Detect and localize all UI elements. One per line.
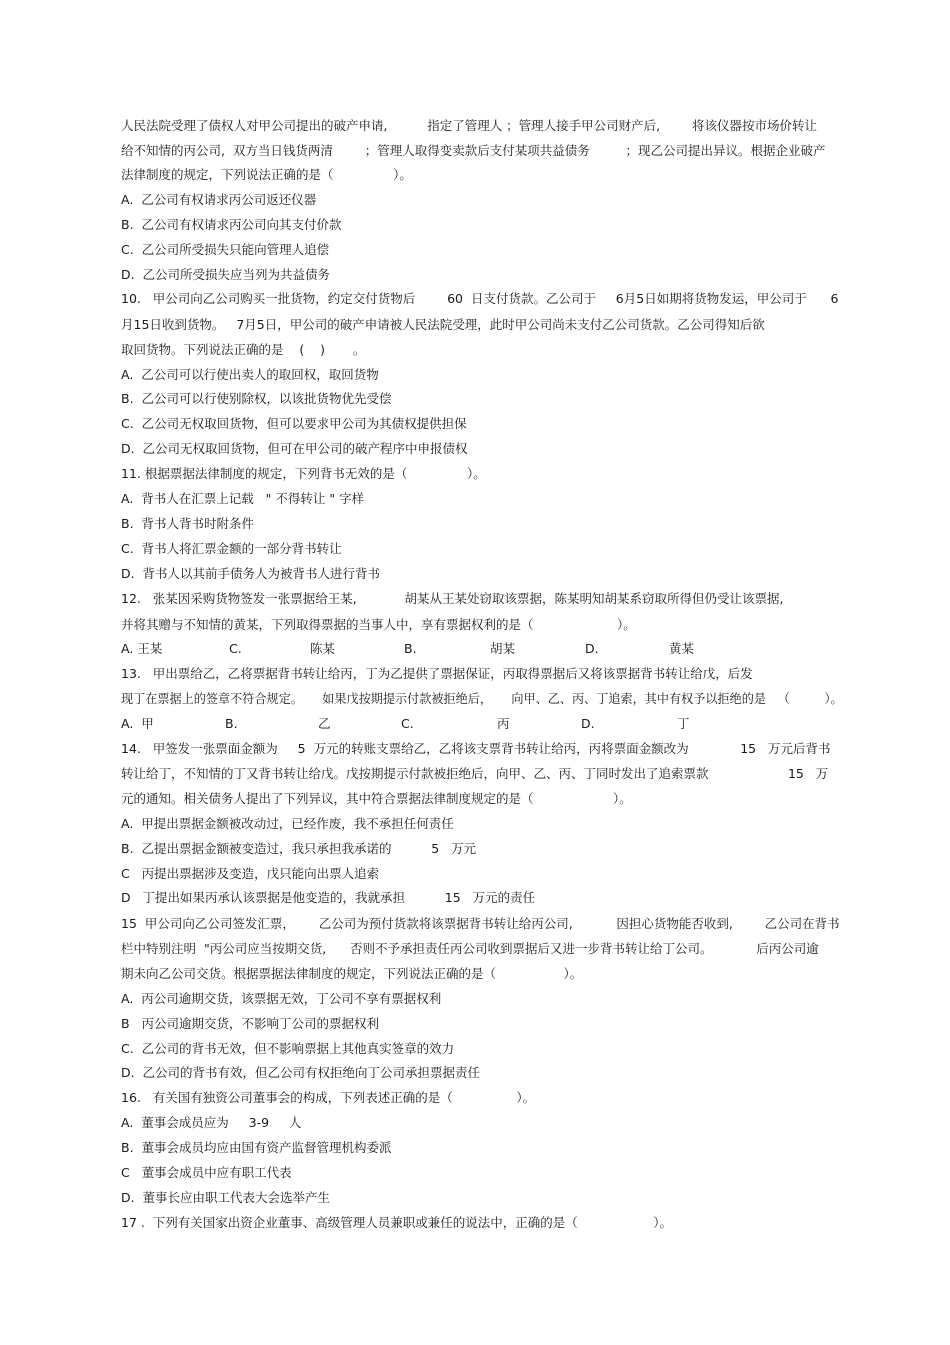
text-line: A. 乙公司有权请求丙公司返还仪器 xyxy=(121,192,317,207)
option-label: 丁 xyxy=(677,716,690,731)
text-line: D. 背书人以其前手债务人为被背书人进行背书 xyxy=(121,566,381,581)
text-line: 17 . 下列有关国家出资企业董事、高级管理人员兼职或兼任的说法中，正确的是（ ）。 xyxy=(121,1215,673,1230)
text-line: B 丙公司逾期交货，不影响丁公司的票据权利 xyxy=(121,1016,379,1031)
text-line: D. 乙公司无权取回货物，但可在甲公司的破产程序中申报债权 xyxy=(121,441,468,456)
text-line: D. 乙公司所受损失应当列为共益债务 xyxy=(121,267,331,282)
text-line: 11. 根据票据法律制度的规定，下列背书无效的是（ ）。 xyxy=(121,466,486,481)
option-label: 陈某 xyxy=(310,641,336,656)
text-line: 给不知情的丙公司, 双方当日钱货两清 ；管理人取得变卖款后支付某项共益债务 ；现乙公司提出异议。根据企业破产 xyxy=(121,143,826,158)
text-line: C 董事会成员中应有职工代表 xyxy=(121,1165,292,1180)
text-line: D. 董事长应由职工代表大会选举产生 xyxy=(121,1190,331,1205)
text-line: 并将其赠与不知情的黄某，下列取得票据的当事人中，享有票据权利的是（ ）。 xyxy=(121,617,636,632)
text-line: A. 丙公司逾期交货，该票据无效，丁公司不享有票据权利 xyxy=(121,991,442,1006)
text-line: C. 乙公司的背书无效，但不影响票据上其他真实签章的效力 xyxy=(121,1041,455,1056)
text-line: C 丙提出票据涉及变造，戊只能向出票人追索 xyxy=(121,866,380,881)
option-label: 乙 xyxy=(318,716,331,731)
text-line: C. 乙公司无权取回货物，但可以要求甲公司为其债权提供担保 xyxy=(121,416,467,431)
text-line: A. 背书人在汇票上记载 " 不得转让 " 字样 xyxy=(121,491,365,506)
option-label: A. 王某 xyxy=(121,641,163,656)
text-line: C. 背书人将汇票金额的一部分背书转让 xyxy=(121,541,342,556)
option-label: B. xyxy=(404,641,417,656)
text-line: 栏中特别注明 "丙公司应当按期交货, 否则不予承担责任丙公司收到票据后又进一步背书转让给丁公司。 后丙公司逾 xyxy=(121,941,819,956)
option-label: D. xyxy=(585,641,599,656)
text-line: 14. 甲签发一张票面金额为 5 万元的转账支票给乙，乙将该支票背书转让给丙，丙将票面金额改为 15 万元后背书 xyxy=(121,741,831,756)
text-line: B. 背书人背书时附条件 xyxy=(121,516,254,531)
text-line: 16. 有关国有独资公司董事会的构成，下列表述正确的是（ ）。 xyxy=(121,1090,536,1105)
text-line: 元的通知。相关债务人提出了下列异议，其中符合票据法律制度规定的是（ ）。 xyxy=(121,791,632,806)
option-label: C. xyxy=(229,641,242,656)
option-label: C. xyxy=(401,716,414,731)
text-line: D. 乙公司的背书有效，但乙公司有权拒绝向丁公司承担票据责任 xyxy=(121,1065,481,1080)
text-line: 法律制度的规定，下列说法正确的是（ ）。 xyxy=(121,167,412,182)
text-line: B. 乙公司有权请求丙公司向其支付价款 xyxy=(121,217,342,232)
text-line: 转让给丁，不知情的丁又背书转让给戊。戊按期提示付款被拒绝后，向甲、乙、丙、丁同时发出了追索票款 15 万 xyxy=(121,766,829,781)
text-line: A. 乙公司可以行使出卖人的取回权，取回货物 xyxy=(121,367,379,382)
text-line: D 丁提出如果丙承认该票据是他变造的，我就承担 15 万元的责任 xyxy=(121,890,536,905)
option-label: 胡某 xyxy=(490,641,516,656)
text-line: B. 乙提出票据金额被变造过，我只承担我承诺的 5 万元 xyxy=(121,841,477,856)
text-line: 期未向乙公司交货。根据票据法律制度的规定，下列说法正确的是（ ）。 xyxy=(121,966,583,981)
text-line: A. 甲提出票据金额被改动过，已经作废，我不承担任何责任 xyxy=(121,816,454,831)
text-line: 现丁在票据上的签章不符合规定。 如果戊按期提示付款被拒绝后， 向甲、乙、丙、丁追索，其中有权予以拒绝的是 （ ）。 xyxy=(121,691,843,706)
option-label: 黄某 xyxy=(669,641,695,656)
text-line: 13. 甲出票给乙，乙将票据背书转让给丙，丁为乙提供了票据保证，丙取得票据后又将该票据背书转让给戊，后发 xyxy=(121,666,753,681)
text-line: C. 乙公司所受损失只能向管理人追偿 xyxy=(121,242,330,257)
text-line: 月15日收到货物。 7月5日，甲公司的破产申请被人民法院受理，此时甲公司尚未支付乙公司货款。乙公司得知后欲 xyxy=(121,317,765,332)
option-label: 丙 xyxy=(497,716,510,731)
text-line: 取回货物。下列说法正确的是 ( ) 。 xyxy=(121,342,366,357)
text-line: 10. 甲公司向乙公司购买一批货物，约定交付货物后 60 日支付货款。乙公司于 6月5日如期将货物发运，甲公司于 6 xyxy=(121,291,839,306)
text-line: 15 甲公司向乙公司签发汇票， 乙公司为预付货款将该票据背书转让给丙公司, 因担心货物能否收到, 乙公司在背书 xyxy=(121,916,840,931)
text-line: 12. 张某因采购货物签发一张票据给王某, 胡某从王某处窃取该票据，陈某明知胡某系窃取所得但仍受让该票据, xyxy=(121,591,784,606)
option-label: D. xyxy=(581,716,595,731)
option-label: A. 甲 xyxy=(121,716,154,731)
text-line: A. 董事会成员应为 3-9 人 xyxy=(121,1115,302,1130)
text-line: B. 董事会成员均应由国有资产监督管理机构委派 xyxy=(121,1140,392,1155)
text-line: 人民法院受理了债权人对甲公司提出的破产申请, 指定了管理人 ；管理人接手甲公司财产后, 将该仪器按市场价转让 xyxy=(121,118,817,133)
text-line: B. 乙公司可以行使别除权，以该批货物优先受偿 xyxy=(121,391,392,406)
option-label: B. xyxy=(225,716,238,731)
